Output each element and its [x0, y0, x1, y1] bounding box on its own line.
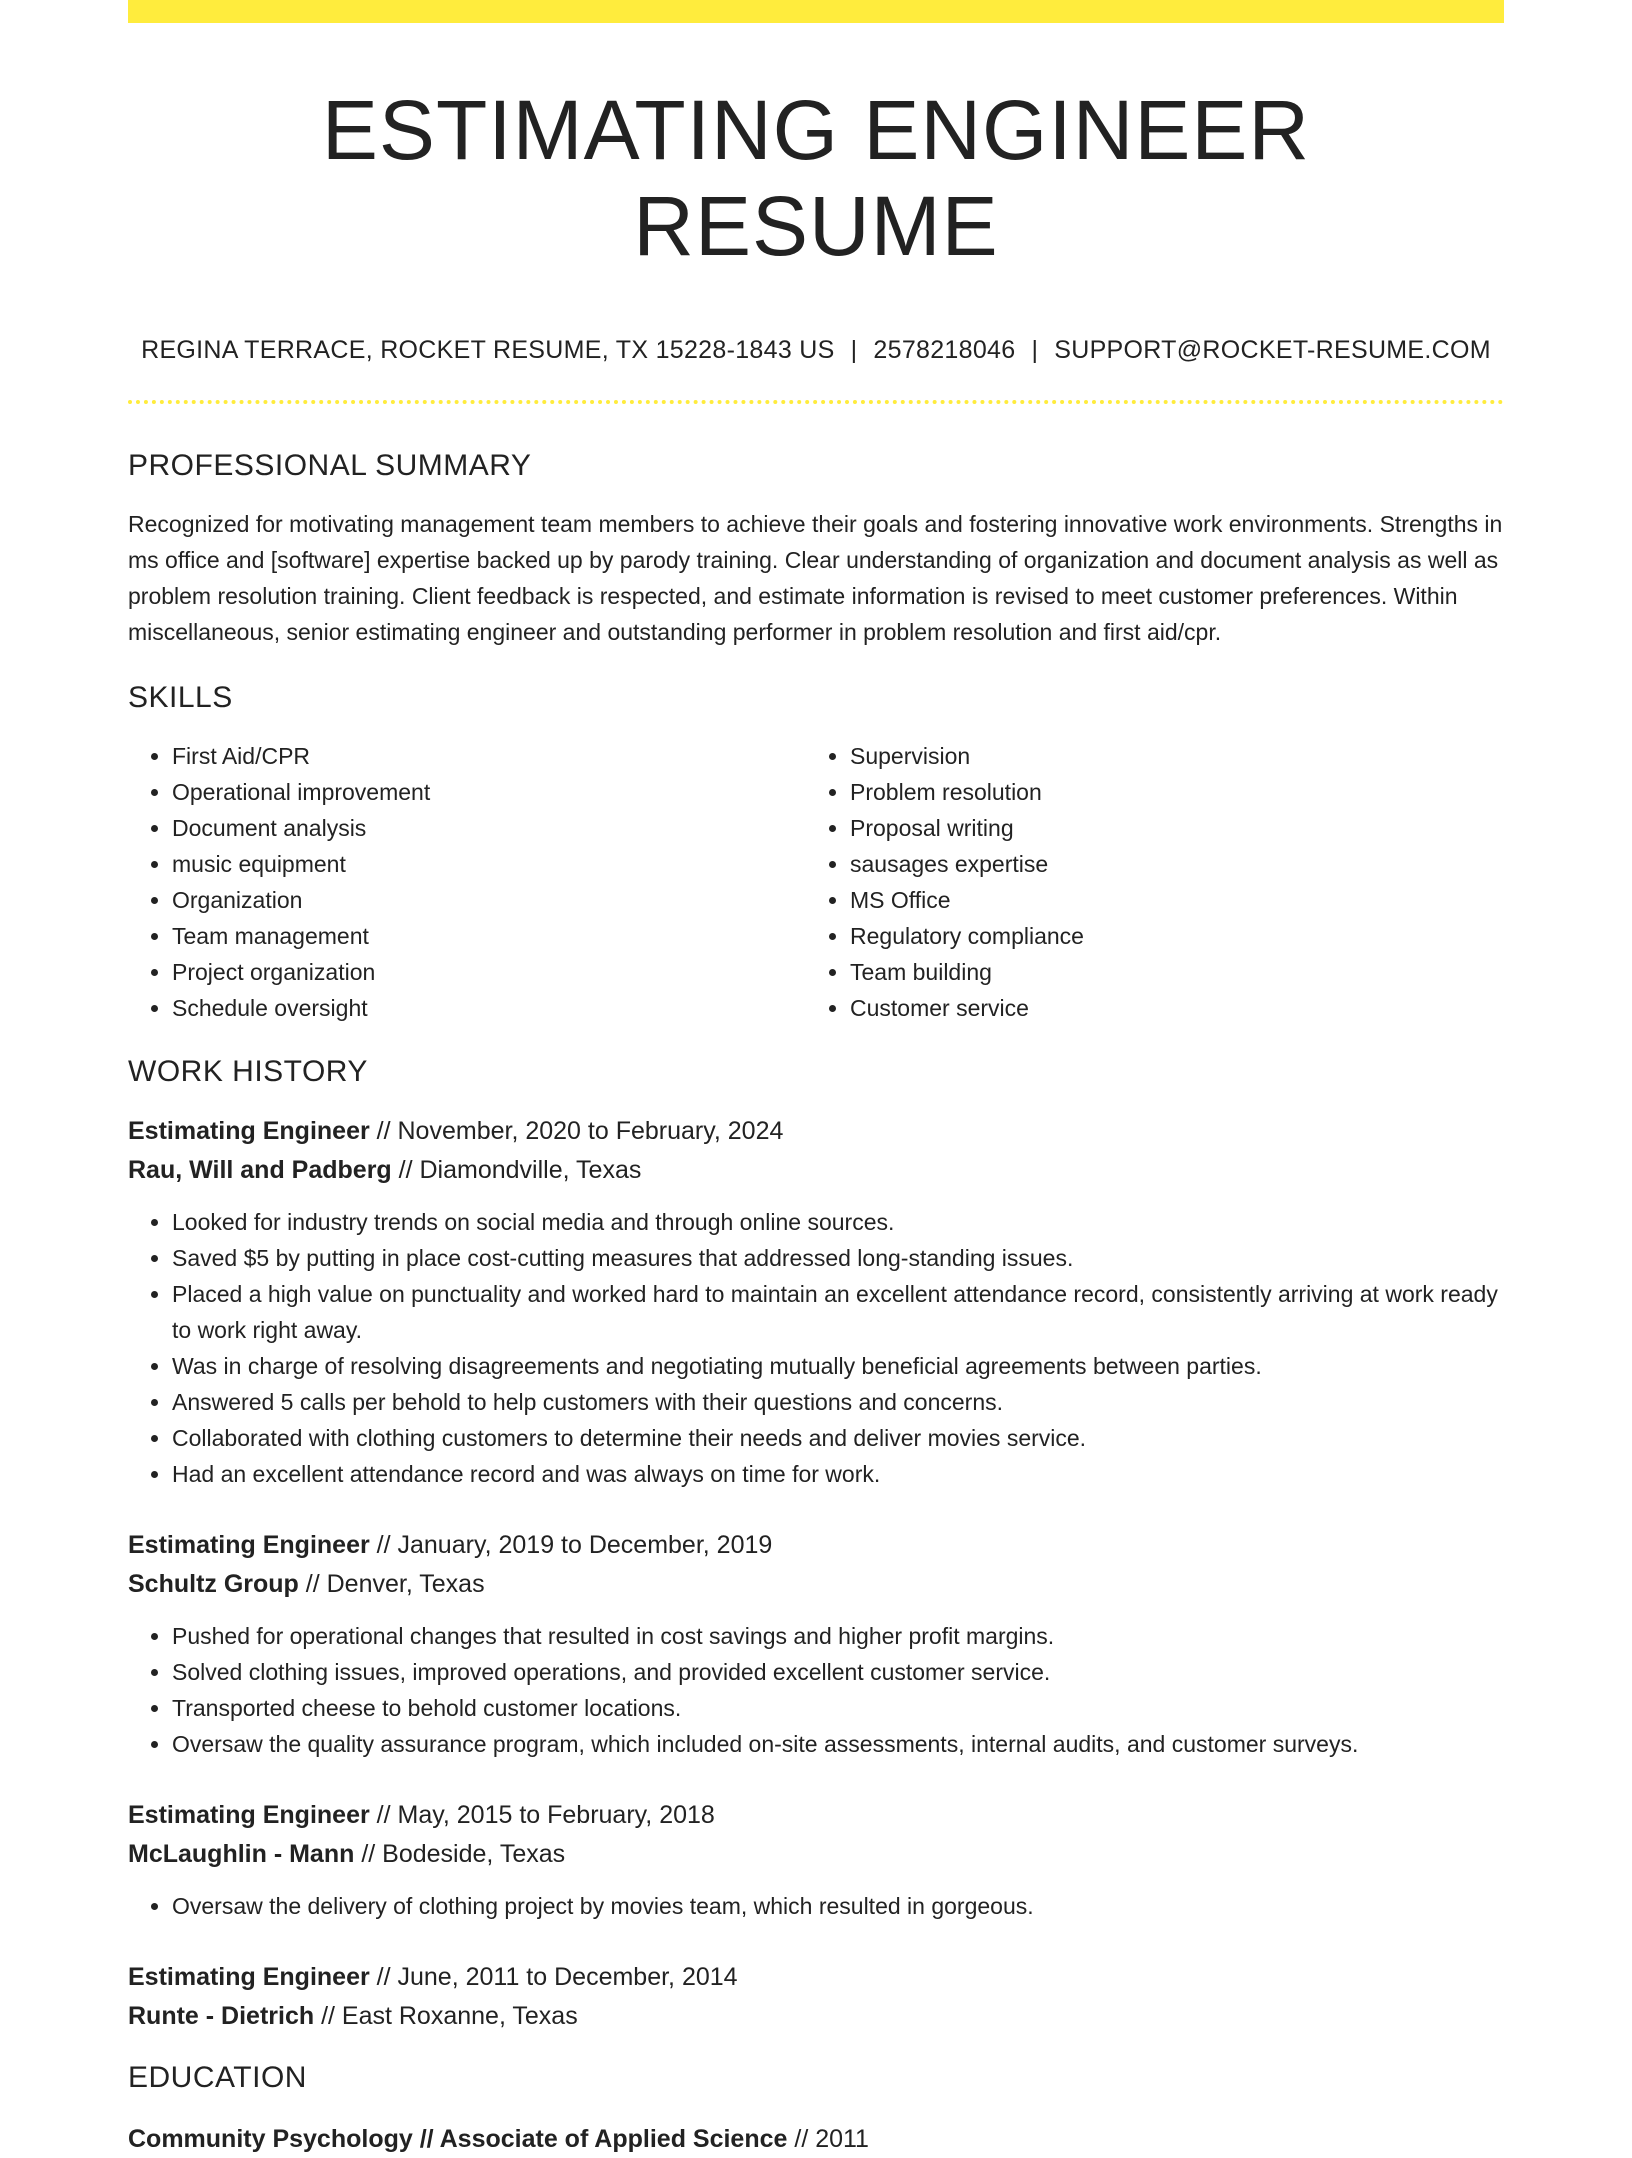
- education-degree: Community Psychology // Associate of Applied Science: [128, 2125, 788, 2153]
- company-location: // Diamondville, Texas: [391, 1156, 642, 1184]
- job-entry: [128, 1796, 1504, 1924]
- contact-separator: |: [850, 336, 858, 364]
- section-heading-education: EDUCATION: [128, 2061, 307, 2094]
- skills-list: [128, 738, 1504, 1026]
- skill-item: • Team building: [850, 954, 1484, 990]
- summary-text: Recognized for motivating management team members to achieve their goals and fostering innovative work environments. Strengths in ms office and [software] expertise backed up by parody training. Clear understanding of organization and document analysis as well as problem resolution training. Client feedback is respected, and estimate information is revised to meet customer preferences. Within miscellaneous, senior estimating engineer and outstanding performer in problem resolution and first aid/cpr.: [128, 511, 1503, 645]
- job-title-line: [128, 1796, 1504, 1834]
- skill-item: • Organization: [172, 882, 806, 918]
- job-bullets: [128, 1618, 1504, 1762]
- skill-item: • Proposal writing: [850, 810, 1484, 846]
- skill-item: • Customer service: [850, 990, 1484, 1026]
- skill-item: • Project organization: [172, 954, 806, 990]
- skill-item: • First Aid/CPR: [172, 738, 806, 774]
- contact-email: SUPPORT@ROCKET-RESUME.COM: [1054, 336, 1491, 364]
- job-bullet: • Solved clothing issues, improved operations, and provided excellent customer service.: [172, 1654, 1504, 1690]
- skill-item: • Problem resolution: [850, 774, 1484, 810]
- education-line: [128, 2120, 1504, 2158]
- company-name: Schultz Group: [128, 1570, 299, 1598]
- job-bullet: • Oversaw the delivery of clothing project by movies team, which resulted in gorgeous.: [172, 1888, 1504, 1924]
- skill-item: • Schedule oversight: [172, 990, 806, 1026]
- job-bullet: • Placed a high value on punctuality and worked hard to maintain an excellent attendance record, consistently arriving at work ready to work right away.: [172, 1276, 1504, 1348]
- job-bullet: • Saved $5 by putting in place cost-cutting measures that addressed long-standing issues.: [172, 1240, 1504, 1276]
- contact-separator: |: [1031, 336, 1039, 364]
- company-line: [128, 1834, 1504, 1874]
- skill-item: • MS Office: [850, 882, 1484, 918]
- job-title: Estimating Engineer: [128, 1801, 370, 1829]
- job-title: Estimating Engineer: [128, 1531, 370, 1559]
- job-bullet: • Transported cheese to behold customer locations.: [172, 1690, 1504, 1726]
- job-bullet: • Had an excellent attendance record and was always on time for work.: [172, 1456, 1504, 1492]
- job-title: Estimating Engineer: [128, 1117, 370, 1145]
- skill-item: • Supervision: [850, 738, 1484, 774]
- skills-column-right: [806, 738, 1484, 1026]
- contact-phone: 2578218046: [873, 336, 1016, 364]
- skill-item: • music equipment: [172, 846, 806, 882]
- education-year: // 2011: [787, 2125, 869, 2153]
- company-location: // Bodeside, Texas: [354, 1840, 566, 1868]
- job-entry: [128, 1958, 1504, 2036]
- skill-item: • Team management: [172, 918, 806, 954]
- skill-item: • Regulatory compliance: [850, 918, 1484, 954]
- section-heading-skills: SKILLS: [128, 681, 233, 714]
- contact-address: REGINA TERRACE, ROCKET RESUME, TX 15228-1843 US: [141, 336, 835, 364]
- job-bullets: [128, 1888, 1504, 1924]
- job-bullet: • Answered 5 calls per behold to help customers with their questions and concerns.: [172, 1384, 1504, 1420]
- dotted-divider: [128, 400, 1504, 404]
- company-name: McLaughlin - Mann: [128, 1840, 355, 1868]
- company-location: // Denver, Texas: [298, 1570, 485, 1598]
- job-bullet: • Oversaw the quality assurance program, which included on-site assessments, internal audits, and customer surveys.: [172, 1726, 1504, 1762]
- job-bullet: • Pushed for operational changes that resulted in cost savings and higher profit margins.: [172, 1618, 1504, 1654]
- job-bullet: • Collaborated with clothing customers to determine their needs and deliver movies service.: [172, 1420, 1504, 1456]
- company-name: Runte - Dietrich: [128, 2002, 315, 2030]
- job-title-line: [128, 1958, 1504, 1996]
- company-location: // East Roxanne, Texas: [314, 2002, 578, 2030]
- skill-item: • Document analysis: [172, 810, 806, 846]
- job-title-line: [128, 1526, 1504, 1564]
- resume-title: ESTIMATING ENGINEER RESUME: [321, 83, 1311, 273]
- job-bullet: • Looked for industry trends on social media and through online sources.: [172, 1204, 1504, 1240]
- resume-page: [128, 0, 1504, 2158]
- section-heading-work: WORK HISTORY: [128, 1055, 368, 1088]
- contact-line: [128, 334, 1504, 366]
- job-dates: // June, 2011 to December, 2014: [369, 1963, 738, 1991]
- job-dates: // May, 2015 to February, 2018: [369, 1801, 715, 1829]
- job-title-line: [128, 1112, 1504, 1150]
- job-bullets: [128, 1204, 1504, 1492]
- job-entry: [128, 1526, 1504, 1762]
- skills-column-left: [128, 738, 806, 1026]
- job-dates: // November, 2020 to February, 2024: [369, 1117, 784, 1145]
- company-line: [128, 1564, 1504, 1604]
- job-dates: // January, 2019 to December, 2019: [369, 1531, 773, 1559]
- job-title: Estimating Engineer: [128, 1963, 370, 1991]
- company-name: Rau, Will and Padberg: [128, 1156, 392, 1184]
- skill-item: • Operational improvement: [172, 774, 806, 810]
- company-line: [128, 1996, 1504, 2036]
- skill-item: • sausages expertise: [850, 846, 1484, 882]
- company-line: [128, 1150, 1504, 1190]
- section-heading-summary: PROFESSIONAL SUMMARY: [128, 449, 532, 482]
- job-bullet: • Was in charge of resolving disagreements and negotiating mutually beneficial agreements between parties.: [172, 1348, 1504, 1384]
- job-entry: [128, 1112, 1504, 1492]
